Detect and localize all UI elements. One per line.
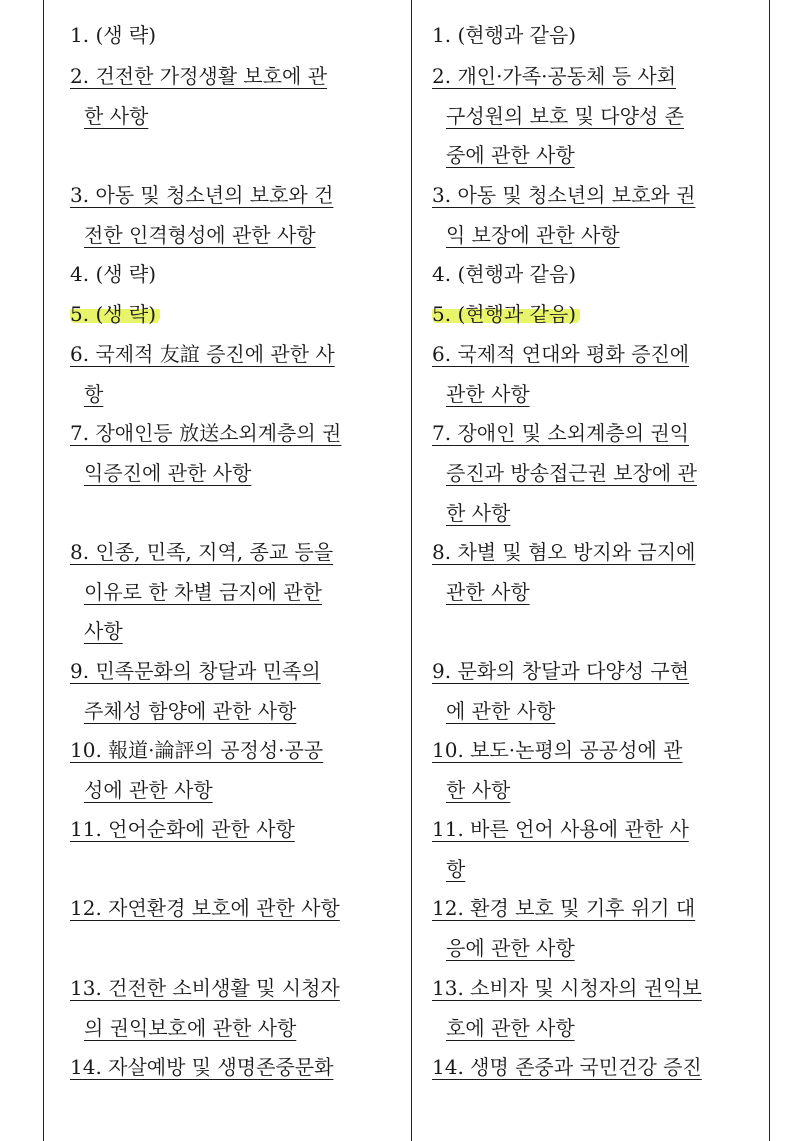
left-line-22 — [84, 1014, 296, 1042]
line-text: 1. (현행과 같음) — [432, 23, 577, 47]
line-text: 2. 개인·가족·공동체 등 사회 — [432, 64, 677, 88]
line-text: 12. 자연환경 보호에 관한 사항 — [70, 896, 340, 920]
line-text: 주체성 함양에 관한 사항 — [84, 699, 297, 723]
left-line-7 — [70, 300, 160, 328]
right-line-25 — [446, 1014, 575, 1042]
right-line-14 — [432, 538, 695, 566]
line-text: 전한 인격형성에 관한 사항 — [84, 223, 316, 247]
right-line-11 — [432, 419, 689, 447]
right-line-26 — [432, 1053, 702, 1081]
highlighted-text: 5. (현행과 같음) — [432, 302, 580, 326]
right-line-19 — [446, 776, 510, 804]
line-text: 증진과 방송접근권 보장에 관 — [446, 461, 697, 485]
left-line-12 — [70, 538, 333, 566]
right-line-3 — [446, 102, 684, 130]
line-text: 중에 관한 사항 — [446, 143, 575, 167]
left-line-1 — [70, 21, 156, 49]
right-line-17 — [446, 697, 555, 725]
line-text: 10. 報道·論評의 공정성·공공 — [70, 738, 324, 762]
line-text: 12. 환경 보호 및 기후 위기 대 — [432, 896, 696, 920]
right-border-rule — [769, 0, 770, 1141]
left-line-5 — [84, 221, 316, 249]
right-line-9 — [432, 340, 689, 368]
left-line-20 — [70, 894, 340, 922]
left-line-3 — [84, 102, 148, 130]
line-text: 3. 아동 및 청소년의 보호와 권 — [432, 183, 696, 207]
left-line-6 — [70, 260, 156, 288]
left-line-18 — [84, 776, 213, 804]
line-text: 1. (생 략) — [70, 23, 157, 47]
line-text: 6. 국제적 연대와 평화 증진에 — [432, 342, 690, 366]
right-line-2 — [432, 62, 676, 90]
line-text: 7. 장애인 및 소외계층의 권익 — [432, 421, 690, 445]
right-line-8 — [432, 300, 580, 328]
left-line-2 — [70, 62, 327, 90]
line-text: 한 사항 — [446, 778, 511, 802]
center-divider-rule — [411, 0, 412, 1141]
left-line-16 — [84, 697, 296, 725]
line-text: 의 권익보호에 관한 사항 — [84, 1016, 297, 1040]
left-line-4 — [70, 181, 333, 209]
line-text: 13. 소비자 및 시청자의 권익보 — [432, 976, 702, 1000]
right-line-22 — [432, 894, 695, 922]
line-text: 8. 인종, 민족, 지역, 종교 등을 — [70, 540, 334, 564]
right-line-23 — [446, 934, 575, 962]
line-text: 관한 사항 — [446, 382, 530, 406]
right-line-13 — [446, 499, 510, 527]
line-text: 14. 자살예방 및 생명존중문화 — [70, 1055, 334, 1079]
left-line-13 — [84, 578, 322, 606]
line-text: 한 사항 — [446, 501, 511, 525]
line-text: 9. 민족문화의 창달과 민족의 — [70, 659, 321, 683]
line-text: 13. 건전한 소비생활 및 시청자 — [70, 976, 340, 1000]
line-text: 4. (생 략) — [70, 262, 157, 286]
left-line-21 — [70, 974, 340, 1002]
right-line-1 — [432, 21, 576, 49]
left-line-19 — [70, 815, 295, 843]
line-text: 9. 문화의 창달과 다양성 구현 — [432, 659, 690, 683]
right-line-16 — [432, 657, 689, 685]
left-line-9 — [84, 380, 103, 408]
highlighted-text: 5. (생 략) — [70, 302, 160, 326]
left-line-23 — [70, 1053, 333, 1081]
line-text: 7. 장애인등 放送소외계층의 권 — [70, 421, 342, 445]
right-line-12 — [446, 459, 697, 487]
left-line-10 — [70, 419, 341, 447]
line-text: 8. 차별 및 혐오 방지와 금지에 — [432, 540, 696, 564]
right-line-24 — [432, 974, 702, 1002]
line-text: 호에 관한 사항 — [446, 1016, 575, 1040]
line-text: 14. 생명 존중과 국민건강 증진 — [432, 1055, 702, 1079]
line-text: 관한 사항 — [446, 580, 530, 604]
left-line-8 — [70, 340, 335, 368]
right-line-18 — [432, 736, 682, 764]
line-text: 항 — [84, 382, 104, 406]
right-line-10 — [446, 380, 530, 408]
left-border-rule — [43, 0, 44, 1141]
left-line-17 — [70, 736, 323, 764]
line-text: 6. 국제적 友誼 증진에 관한 사 — [70, 342, 335, 366]
line-text: 2. 건전한 가정생활 보호에 관 — [70, 64, 328, 88]
right-line-21 — [446, 855, 465, 883]
line-text: 익증진에 관한 사항 — [84, 461, 252, 485]
right-line-7 — [432, 260, 576, 288]
line-text: 익 보장에 관한 사항 — [446, 223, 620, 247]
line-text: 항 — [446, 857, 466, 881]
left-line-11 — [84, 459, 251, 487]
line-text: 10. 보도·논평의 공공성에 관 — [432, 738, 683, 762]
line-text: 에 관한 사항 — [446, 699, 556, 723]
left-line-14 — [84, 617, 123, 645]
line-text: 11. 언어순화에 관한 사항 — [70, 817, 295, 841]
right-line-20 — [432, 815, 689, 843]
right-line-15 — [446, 578, 530, 606]
line-text: 구성원의 보호 및 다양성 존 — [446, 104, 684, 128]
line-text: 11. 바른 언어 사용에 관한 사 — [432, 817, 689, 841]
right-line-5 — [432, 181, 695, 209]
line-text: 사항 — [84, 619, 123, 643]
right-line-6 — [446, 221, 620, 249]
line-text: 한 사항 — [84, 104, 149, 128]
right-line-4 — [446, 141, 575, 169]
line-text: 이유로 한 차별 금지에 관한 — [84, 580, 322, 604]
line-text: 응에 관한 사항 — [446, 936, 575, 960]
line-text: 4. (현행과 같음) — [432, 262, 577, 286]
line-text: 성에 관한 사항 — [84, 778, 213, 802]
line-text: 3. 아동 및 청소년의 보호와 건 — [70, 183, 334, 207]
left-line-15 — [70, 657, 321, 685]
